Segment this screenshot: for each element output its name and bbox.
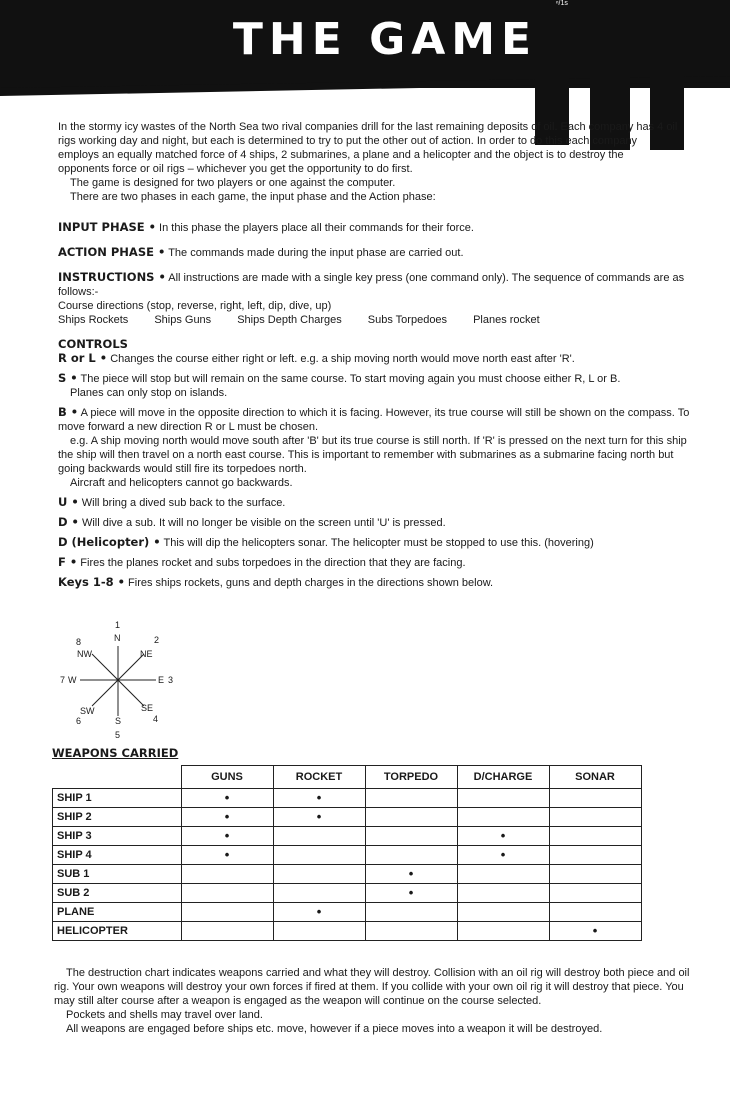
weapons-carried-title: WEAPONS CARRIED <box>52 746 179 760</box>
table-row <box>53 808 642 827</box>
control-d-label: D • <box>58 515 79 529</box>
outro-land: Pockets and shells may travel over land. <box>66 1009 263 1021</box>
control-u <box>58 495 698 510</box>
row-name: SUB 1 <box>53 865 182 884</box>
col-dcharge: D/CHARGE <box>457 766 549 789</box>
action-phase <box>58 245 698 260</box>
control-r-label: R or L • <box>58 351 108 365</box>
outro-engaged: All weapons are engaged before ships etc. move, however if a piece moves into a weapon it will be destroyed. <box>66 1023 603 1035</box>
intro-players: The game is designed for two players or one against the computer. <box>70 177 396 189</box>
row-name: HELICOPTER <box>53 922 182 941</box>
control-u-label: U • <box>58 495 79 509</box>
instructions-para <box>58 270 698 299</box>
control-dh-label: D (Helicopter) • <box>58 535 161 549</box>
cell-mark <box>457 922 549 941</box>
control-d <box>58 515 698 530</box>
row-name: SUB 2 <box>53 884 182 903</box>
input-phase <box>58 220 698 235</box>
weapon-subs-torpedoes: Subs Torpedoes <box>367 314 448 326</box>
compass-key-8: 8 <box>76 637 82 647</box>
intro-phases: There are two phases in each game, the input phase and the Action phase: <box>70 191 436 203</box>
title-banner <box>0 0 730 96</box>
weapons-line <box>58 313 698 327</box>
weapon-ships-depth-charges: Ships Depth Charges <box>237 314 342 326</box>
control-d-helicopter <box>58 535 698 550</box>
control-r <box>58 351 698 366</box>
cell-mark <box>273 865 365 884</box>
weapons-header-row <box>53 766 642 789</box>
compass-key-4: 4 <box>153 714 159 724</box>
row-name: PLANE <box>53 903 182 922</box>
control-b-example: e.g. A ship moving north would move south after 'B' but its true course is still north. If 'R' is pressed on the next turn for this ship the ship will then travel on a north east course. This is important to remember with submarines as a submarine facing north but going backwards would still fire its torpedoes north. <box>58 435 687 475</box>
compass-key-7: 7 <box>60 675 66 685</box>
compass-key-6: 6 <box>76 716 82 726</box>
cell-mark: • <box>549 922 641 941</box>
cell-mark: • <box>181 827 273 846</box>
cell-mark: • <box>457 846 549 865</box>
control-s <box>58 371 698 386</box>
control-b-note: Aircraft and helicopters cannot go backwards. <box>70 477 293 489</box>
cell-mark <box>549 903 641 922</box>
cell-mark <box>365 808 457 827</box>
cell-mark: • <box>181 789 273 808</box>
weapon-ships-guns: Ships Guns <box>154 314 212 326</box>
control-s-label: S • <box>58 371 78 385</box>
intro-paragraph: In the stormy icy wastes of the North Sea two rival companies drill for the last remaining deposits of oil. Each company has 4 oil rigs working day and night, but each is determined to try to put the other out of action. In order to do this each company employs an equally matched force of 4 ships, 2 submarines, a plane and a helicopter and the object is to destroy the opponents force or oil rigs – whichever you get the opportunity to do first. <box>58 121 678 175</box>
control-keys-label: Keys 1-8 • <box>58 575 125 589</box>
cell-mark <box>365 922 457 941</box>
control-keys-text: Fires ships rockets, guns and depth charges in the directions shown below. <box>128 577 494 589</box>
compass-n: N <box>114 633 121 643</box>
row-name: SHIP 2 <box>53 808 182 827</box>
control-s-note: Planes can only stop on islands. <box>70 387 228 399</box>
row-name: SHIP 1 <box>53 789 182 808</box>
row-name: SHIP 3 <box>53 827 182 846</box>
intro-section <box>58 120 698 204</box>
row-name: SHIP 4 <box>53 846 182 865</box>
input-phase-text: In this phase the players place all their commands for their force. <box>159 222 474 234</box>
cell-mark <box>549 846 641 865</box>
control-u-text: Will bring a dived sub back to the surface. <box>81 497 286 509</box>
cell-mark: • <box>181 846 273 865</box>
weapon-planes-rocket: Planes rocket <box>473 314 540 326</box>
cell-mark <box>365 846 457 865</box>
compass-nw: NW <box>77 649 92 659</box>
cell-mark <box>549 884 641 903</box>
control-f <box>58 555 698 570</box>
control-b-label: B • <box>58 405 79 419</box>
cell-mark <box>365 827 457 846</box>
instructions-text: All instructions are made with a single key press (one command only). The sequence of commands are as follows:- <box>58 272 685 298</box>
col-torpedo: TORPEDO <box>365 766 457 789</box>
compass-key-2: 2 <box>154 635 160 645</box>
instructions-section <box>58 270 698 327</box>
table-row <box>53 884 642 903</box>
control-r-text: Changes the course either right or left. e.g. a ship moving north would move north east after 'R'. <box>110 353 575 365</box>
compass-diagram <box>50 618 190 740</box>
cell-mark: • <box>273 808 365 827</box>
control-b-text: A piece will move in the opposite direction to which it is facing. However, its true course will still be shown on the compass. To move forward a new direction R or L must be chosen. <box>58 407 690 433</box>
cell-mark <box>457 865 549 884</box>
cell-mark <box>273 922 365 941</box>
cell-mark <box>181 884 273 903</box>
cell-mark <box>457 808 549 827</box>
cell-mark <box>181 922 273 941</box>
control-dh-text: This will dip the helicopters sonar. The helicopter must be stopped to use this. (hovering) <box>163 537 594 549</box>
cell-mark <box>273 846 365 865</box>
document-body <box>58 120 698 595</box>
weapons-table <box>52 765 642 941</box>
compass-w: W <box>68 675 77 685</box>
table-row <box>53 922 642 941</box>
compass-e: E <box>158 675 165 685</box>
cell-mark <box>549 789 641 808</box>
table-row <box>53 789 642 808</box>
compass-key-5: 5 <box>115 730 121 740</box>
cell-mark: • <box>273 789 365 808</box>
table-row <box>53 846 642 865</box>
cell-mark <box>181 865 273 884</box>
cell-mark <box>273 884 365 903</box>
cell-mark <box>549 865 641 884</box>
weapons-header-blank <box>53 766 182 789</box>
cell-mark: • <box>365 865 457 884</box>
weapon-ships-rockets: Ships Rockets <box>58 314 129 326</box>
course-line: Course directions (stop, reverse, right, left, dip, dive, up) <box>58 300 332 312</box>
cell-mark <box>273 827 365 846</box>
cell-mark <box>549 808 641 827</box>
cell-mark: • <box>181 808 273 827</box>
outro-paragraph: The destruction chart indicates weapons carried and what they will destroy. Collision with an oil rig will destroy both piece and oil rig. Your own weapons will destroy your own forces if fired at them. If you collide with your own oil rig it will destroy that piece. You may still alter course after a weapon is engaged as the weapon will continue on the course selected. <box>54 967 690 1007</box>
table-row <box>53 865 642 884</box>
destruction-notes <box>54 966 694 1036</box>
control-s-text: The piece will stop but will remain on the same course. To start moving again you must choose either R, L or B. <box>80 373 621 385</box>
compass-key-3: 3 <box>168 675 174 685</box>
page-title: THE GAME <box>232 14 538 65</box>
cell-mark <box>457 884 549 903</box>
controls-heading: CONTROLS <box>58 337 128 351</box>
cell-mark: • <box>365 884 457 903</box>
corner-mark: ⁿ/1s <box>556 0 568 7</box>
control-d-text: Will dive a sub. It will no longer be visible on the screen until 'U' is pressed. <box>81 517 446 529</box>
cell-mark <box>365 903 457 922</box>
control-f-text: Fires the planes rocket and subs torpedoes in the direction that they are facing. <box>80 557 466 569</box>
control-b <box>58 405 698 434</box>
cell-mark <box>181 903 273 922</box>
cell-mark <box>365 789 457 808</box>
cell-mark <box>457 903 549 922</box>
action-phase-label: ACTION PHASE • <box>58 245 166 259</box>
cell-mark <box>549 827 641 846</box>
action-phase-text: The commands made during the input phase are carried out. <box>168 247 464 259</box>
compass-key-1: 1 <box>115 620 121 630</box>
control-keys <box>58 575 698 590</box>
table-row <box>53 903 642 922</box>
compass-sw: SW <box>80 706 95 716</box>
control-f-label: F • <box>58 555 78 569</box>
input-phase-label: INPUT PHASE • <box>58 220 156 234</box>
col-sonar: SONAR <box>549 766 641 789</box>
cell-mark <box>457 789 549 808</box>
cell-mark: • <box>457 827 549 846</box>
table-row <box>53 827 642 846</box>
instructions-label: INSTRUCTIONS • <box>58 270 166 284</box>
compass-s: S <box>115 716 122 726</box>
cell-mark: • <box>273 903 365 922</box>
compass-se: SE <box>141 703 154 713</box>
col-guns: GUNS <box>181 766 273 789</box>
col-rocket: ROCKET <box>273 766 365 789</box>
compass-ne: NE <box>140 649 153 659</box>
